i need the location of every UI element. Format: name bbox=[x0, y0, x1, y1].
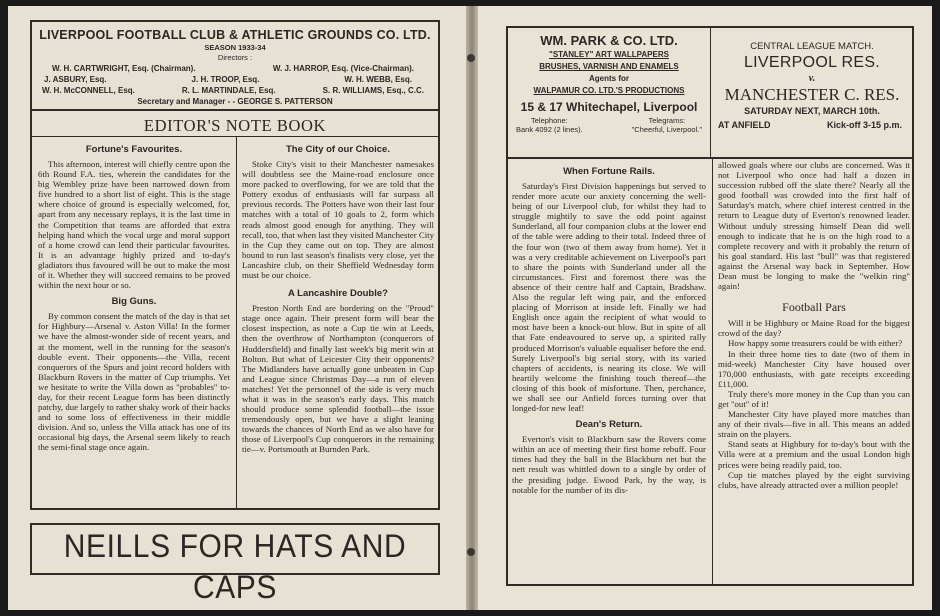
telephone-value: Bank 4092 (2 lines). bbox=[516, 125, 583, 134]
telegrams-label: Telegrams: bbox=[648, 116, 686, 125]
secretary-line: Secretary and Manager - - GEORGE S. PATTERSON bbox=[137, 97, 333, 106]
match-kickoff: Kick-off 3-15 p.m. bbox=[826, 120, 902, 130]
staple-hole bbox=[467, 548, 475, 556]
column-divider bbox=[236, 137, 237, 509]
match-venue-row bbox=[712, 118, 912, 130]
director-name: J. ASBURY, Esq. bbox=[44, 75, 107, 84]
subheading: Dean's Return. bbox=[575, 419, 643, 431]
ad-address: 15 & 17 Whitechapel, Liverpool bbox=[520, 100, 698, 114]
ad-divider bbox=[710, 27, 711, 158]
director-name: S. R. WILLIAMS, Esq., C.C. bbox=[322, 86, 424, 95]
notes-column-2 bbox=[718, 160, 910, 584]
par-item: How happy some treasurers could be with either? bbox=[728, 338, 903, 349]
directors-label: Directors : bbox=[217, 53, 253, 62]
match-vs: v. bbox=[808, 73, 816, 84]
article-paragraph: Stoke City's visit to their Manchester namesakes will doubtless see the Maine-road enclosure once more packed to overflowing, for we are told that the Pottery exodus of enthusiasts will far surpass all previous records. The Potters have won their last four matches with a total of 10 goals to 2, form which reads almost good enough for anything. They will recall, too, that when last they visited Manchester City in the Cup they came out on top. They are almost bound to run last season's finalists very close, yet the Lancashire club, on their Sheffield Wednesday form must be our choice. bbox=[242, 159, 434, 281]
footer-ad: NEILLS FOR HATS AND CAPS bbox=[63, 529, 407, 606]
telephone-label: Telephone: bbox=[531, 116, 568, 125]
article-paragraph: By common consent the match of the day is that set for Highbury—Arsenal v. Aston Villa! In the former we have the almost-wonder side of recent years, and at the moment, well in the running for the season's double event. Their opponents—the Villa, recent conquerors of the Spurs and joint record holders with Blackburn Rovers in the matter of Cup triumphs. Yet we hesitate to write the Villa down as "probables" to-day, for their recent League form has been distinctly patchy, due largely to rather shaky work of their backs and to some loss of effectiveness in their middle division. And so, unless the Villa attack has one of its occasional big days, the Arsenal seem likely to reach the semi-final stage once again. bbox=[38, 311, 230, 453]
par-item: In their three home ties to date (two of them in mid-week) Manchester City have housed over 170,000 enthusiasts, with gate receipts exceeding £11,000. bbox=[718, 348, 910, 389]
ad-bottom-divider bbox=[507, 157, 913, 159]
subheading: The City of our Choice. bbox=[286, 144, 390, 155]
ad-line: BRUSHES, VARNISH AND ENAMELS bbox=[539, 62, 679, 71]
wallpaper-ad bbox=[512, 32, 706, 134]
telegrams-value: "Cheerful, Liverpool." bbox=[631, 125, 702, 134]
club-title: LIVERPOOL FOOTBALL CLUB & ATHLETIC GROUNDS CO. LTD. bbox=[39, 28, 431, 42]
article-paragraph: This afternoon, interest will chiefly centre upon the 6th Round F.A. ties, wherein the candidates for the big Wembley prize have been narrowed down from five hundred to a short list of eight. This is the stage where choice of ground is especially welcomed, for, apart from any necessary replays, it is the last time in the Competition that teams are afforded that extra helping hand which the vocal urge and moral support of a home crowd can lend their particular favourites. It is an advantage highly prized and to-day's gladiators thus favoured will be out to make the most of it. Whether they will succeed remains to be proved within the next hour or so. bbox=[38, 159, 230, 291]
club-header bbox=[36, 28, 434, 107]
header-divider bbox=[32, 109, 438, 111]
director-name: W. J. HARROP, Esq. (Vice-Chairman). bbox=[272, 64, 414, 73]
editor-column-2 bbox=[242, 138, 434, 508]
par-item: Manchester City have played more matches than any of their rivals—five in all. This means an added strain on the players. bbox=[718, 409, 910, 440]
director-name: W. H. CARTWRIGHT, Esq. (Chairman). bbox=[52, 64, 196, 73]
ad-telegrams bbox=[632, 116, 702, 134]
match-league: CENTRAL LEAGUE MATCH. bbox=[750, 41, 874, 52]
season-label: SEASON 1933-34 bbox=[204, 43, 266, 52]
director-name: J. H. TROOP, Esq. bbox=[191, 75, 260, 84]
ad-walpamur: WALPAMUR CO. LTD.'S PRODUCTIONS bbox=[533, 86, 685, 95]
article-paragraph: allowed goals where our clubs are concerned. Was it not Liverpool who once had half a dozen in succession rubbed off the slate there? Nearly all the good football was crowded into the first half of Saturday's match, where chief interest centred in the return to League duty of Everton's renowned leader. Without unduly stressing himself Dean did well enough to indicate that he is on the high road to a complete recovery and with it probably the return of his goal standard. His last "bull" was that registered against the Arsenal way back in September. How Dean must be longing to make the "welkin ring" again! bbox=[718, 160, 910, 292]
article-paragraph: Everton's visit to Blackburn saw the Rovers come within an ace of meeting their first home rebuff. Four times had they the ball in the Blackburn net but the nett result was whittled down to a single by order of the presiding judge. Ewood Park, by the way, is notable for the number of its dis- bbox=[512, 434, 706, 495]
par-item: Will it be Highbury or Maine Road for the biggest crowd of the day? bbox=[718, 318, 910, 339]
binding-gutter bbox=[466, 6, 478, 610]
ad-line: "STANLEY" ART WALLPAPERS bbox=[549, 50, 669, 59]
ad-agents: Agents for bbox=[589, 74, 629, 83]
match-date: SATURDAY NEXT, MARCH 10th. bbox=[744, 106, 880, 116]
match-notice bbox=[712, 40, 912, 130]
director-name: W. H. McCONNELL, Esq. bbox=[42, 86, 135, 95]
ad-telephone bbox=[516, 116, 583, 134]
match-venue: AT ANFIELD bbox=[718, 120, 771, 130]
par-item: Stand seats at Highbury for to-day's bout with the Villa were at a premium and the usual London high prices were being readily paid, too. bbox=[718, 439, 910, 470]
article-paragraph: Preston North End are bordering on the "Proud" stage once again. Their present form will bear the closest inspection, as note a Cup tie win at Leeds, then the overthrow of Northampton (conquerors of Huddersfield) and finally last week's big merit win at Bolton. But what of Leicester City their opponents? The Midlanders have actually gone unbeaten in Cup and League since Christmas Day—a run of eleven matches! Yet the personnel of the side is very much what it was in the season's early days. This match should produce some splendid football—the issue tremendously open, but we have a slight leaning towards the chances of North End as we also have for those of Liverpool's Cup conquerors in the remaining tie—v. Portsmouth at Burnden Park. bbox=[242, 303, 434, 455]
ad-company: WM. PARK & CO. LTD. bbox=[540, 33, 678, 48]
column-divider bbox=[712, 159, 713, 585]
notes-column-1 bbox=[512, 160, 706, 584]
directors-row-2 bbox=[36, 74, 434, 85]
title-divider bbox=[32, 136, 438, 137]
match-home: LIVERPOOL RES. bbox=[743, 54, 881, 71]
par-item: Cup tie matches played by the eight surviving clubs, have already attracted over a million people! bbox=[718, 469, 910, 490]
directors-row-3 bbox=[36, 85, 434, 96]
director-name: W. H. WEBB, Esq. bbox=[344, 75, 412, 84]
match-away: MANCHESTER C. RES. bbox=[724, 85, 900, 104]
staple-hole bbox=[467, 54, 475, 62]
subheading: Big Guns. bbox=[111, 296, 157, 308]
editor-title: EDITOR'S NOTE BOOK bbox=[143, 116, 327, 135]
subheading: A Lancashire Double? bbox=[288, 288, 388, 300]
par-item: Truly there's more money in the Cup than you can get "out" of it! bbox=[718, 388, 910, 409]
ad-contact bbox=[512, 116, 706, 134]
directors-row-1 bbox=[36, 63, 434, 74]
subheading: When Fortune Rails. bbox=[563, 166, 655, 177]
editor-column-1 bbox=[38, 138, 230, 508]
pars-heading: Football Pars bbox=[782, 300, 846, 315]
subheading: Fortune's Favourites. bbox=[85, 144, 183, 155]
director-name: R. L. MARTINDALE, Esq. bbox=[181, 86, 276, 95]
article-paragraph: Saturday's First Division happenings but served to render more acute our anxiety concerning the well-being of our Liverpool club, for whilst they had to struggle mightily to save the odd point against Sunderland, all four companion clubs at the lower end of the table were adding to their total. Indeed three of the four won (two of them away from home). Yet it was a very creditable achievement on Liverpool's part to share the points with Sunderland under all the circumstances. First and foremost there was the absence of their centre half and Captain, Bradshaw. Also the regular left wing pair, and the enforced placing of Morrison at inside left. Finally we had English once again the recipient of what would to most have been a knock-out blow. But in spite of all that Fate endeavoured to serve up, a spirited rally produced Morrison's valuable equaliser before the end. Surely Liverpool's big serial story, with its varied chapters of accidents, is nearing its close. We will heartily welcome the finishing touch thereof—the closing of this book of misfortune. Then, perchance, we shall see our Anfield forces turning over that longed-for new leaf! bbox=[512, 181, 706, 414]
